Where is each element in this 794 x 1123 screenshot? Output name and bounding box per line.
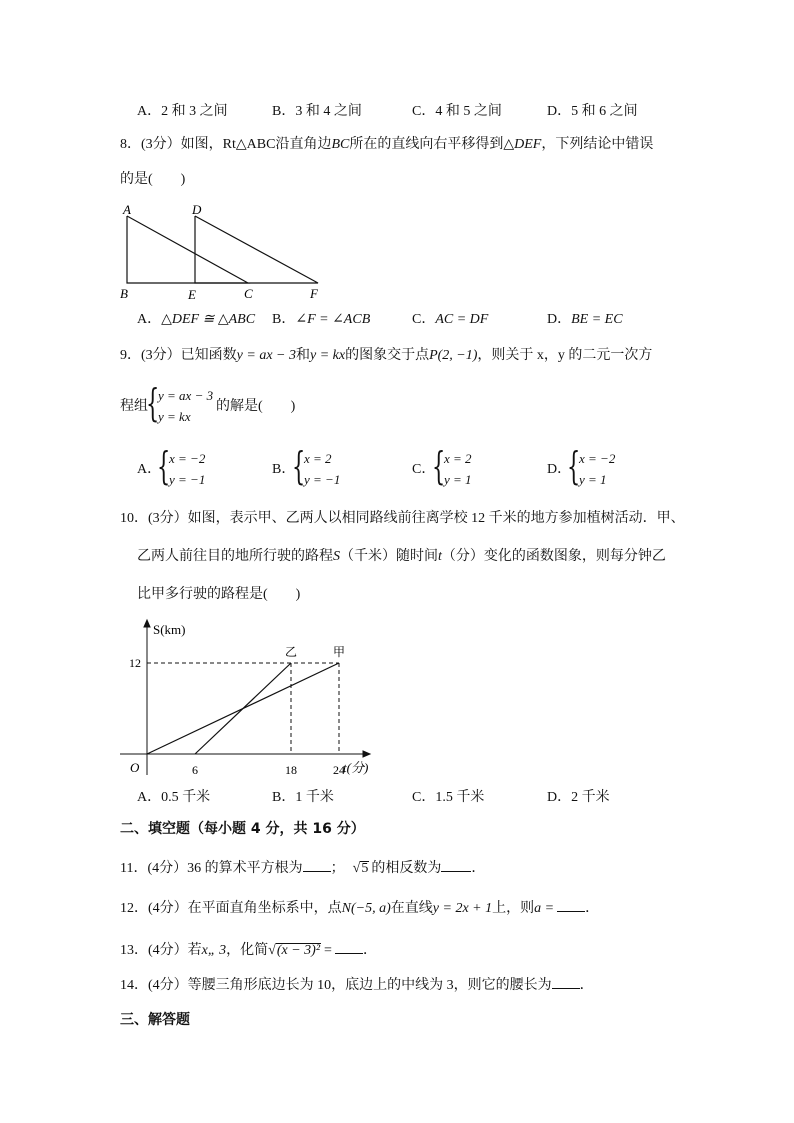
q9-option-c-label: C． bbox=[412, 462, 436, 477]
q10-option-b: B．1 千米 bbox=[272, 790, 334, 805]
q9-option-d-system: { x = −2 y = 1 bbox=[567, 444, 616, 488]
sqrt-icon: √ bbox=[352, 861, 361, 876]
q10-option-a: A．0.5 千米 bbox=[137, 790, 211, 805]
q13-stem: 13．(4分）若x„ 3，化简√(x − 3)² = ． bbox=[120, 939, 377, 961]
series-label-0: 乙 bbox=[285, 645, 298, 659]
x-axis-arrow-icon bbox=[363, 751, 370, 757]
q10-stem-line3: 比甲多行驶的路程是( ) bbox=[137, 587, 301, 602]
triangle-def bbox=[195, 216, 318, 283]
triangle-abc bbox=[127, 216, 248, 283]
q8-option-d: D．BE = EC bbox=[547, 312, 623, 327]
q12-stem: 12．(4分）在平面直角坐标系中，点N(−5, a)在直线y = 2x + 1上，则a = ． bbox=[120, 897, 599, 919]
q9-equation-system: { y = ax − 3 y = kx bbox=[146, 381, 214, 425]
q9-option-c-system: { x = 2 y = 1 bbox=[432, 444, 472, 488]
q8-stem-line2: 的是( ) bbox=[120, 172, 186, 187]
q9-option-b-label: B． bbox=[272, 462, 296, 477]
q9-line2-lead: 程组 bbox=[120, 399, 148, 414]
q9-option-a-label: A． bbox=[137, 462, 162, 477]
q14-stem: 14．(4分）等腰三角形底边长为 10，底边上的中线为 3，则它的腰长为 ． bbox=[120, 974, 594, 996]
series-line-1 bbox=[147, 663, 339, 754]
q8-option-a: A．△DEF ≅ △ABC bbox=[137, 312, 256, 327]
label-d: D bbox=[192, 202, 202, 217]
origin-label: O bbox=[130, 760, 140, 775]
answer-blank[interactable] bbox=[303, 857, 331, 872]
x-tick-label-18: 18 bbox=[285, 763, 297, 777]
q9-option-a-system: { x = −2 y = −1 bbox=[157, 444, 206, 488]
q9-line2-tail: 的解是( ) bbox=[216, 399, 296, 414]
label-b: B bbox=[120, 286, 128, 301]
label-e: E bbox=[188, 287, 196, 302]
label-a: A bbox=[123, 202, 131, 217]
q11-stem: 11．(4分）36 的算术平方根为 ； √5 的相反数为 ． bbox=[120, 857, 485, 879]
y-tick-label-12: 12 bbox=[129, 656, 141, 670]
q10-option-d: D．2 千米 bbox=[547, 790, 610, 805]
q10-stem-line1: 10．(3分）如图，表示甲、乙两人以相同路线前往离学校 12 千米的地方参加植树活动．甲、 bbox=[120, 511, 685, 526]
y-axis-arrow-icon bbox=[144, 620, 150, 627]
section-solve-title: 三、解答题 bbox=[120, 1012, 190, 1028]
q8-option-c: C．AC = DF bbox=[412, 312, 489, 327]
q9-option-b-system: { x = 2 y = −1 bbox=[292, 444, 341, 488]
brace-icon: { bbox=[157, 444, 171, 488]
q8-stem-line1: 8．(3分）如图，Rt△ABC沿直角边BC所在的直线向右平移得到△DEF，下列结论中错误 bbox=[120, 137, 654, 152]
q7-option-c: C．4 和 5 之间 bbox=[412, 104, 502, 119]
section-fill-in-title: 二、填空题（每小题 4 分，共 16 分） bbox=[120, 821, 365, 837]
answer-blank[interactable] bbox=[552, 974, 580, 989]
q10-chart bbox=[115, 615, 380, 780]
q7-option-a: A．2 和 3 之间 bbox=[137, 104, 228, 119]
q9-option-d-label: D． bbox=[547, 462, 572, 477]
x-axis-label: t(分) bbox=[343, 760, 369, 775]
x-tick-label-6: 6 bbox=[192, 763, 198, 777]
q9-stem-line1: 9．(3分）已知函数y = ax − 3和y = kx的图象交于点P(2, −1)，则关于 x，y 的二元一次方 bbox=[120, 348, 653, 363]
brace-icon: { bbox=[567, 444, 581, 488]
sqrt-icon: √ bbox=[268, 943, 276, 958]
q8-figure bbox=[115, 200, 330, 305]
x-tick-label-24: 24 bbox=[333, 763, 345, 777]
brace-icon: { bbox=[432, 444, 446, 488]
q10-option-c: C．1.5 千米 bbox=[412, 790, 485, 805]
label-f: F bbox=[310, 286, 318, 301]
brace-icon: { bbox=[292, 444, 306, 488]
q8-option-b: B．∠F = ∠ACB bbox=[272, 312, 371, 327]
y-axis-label: S(km) bbox=[153, 622, 186, 637]
brace-icon: { bbox=[146, 381, 160, 425]
series-label-1: 甲 bbox=[333, 645, 346, 659]
label-c: C bbox=[244, 286, 253, 301]
answer-blank[interactable] bbox=[441, 857, 471, 872]
q10-stem-line2: 乙两人前往目的地所行驶的路程S（千米）随时间t（分）变化的函数图象，则每分钟乙 bbox=[137, 549, 666, 564]
q7-option-b: B．3 和 4 之间 bbox=[272, 104, 362, 119]
answer-blank[interactable] bbox=[557, 897, 585, 912]
answer-blank[interactable] bbox=[335, 939, 363, 954]
q7-option-d: D．5 和 6 之间 bbox=[547, 104, 638, 119]
